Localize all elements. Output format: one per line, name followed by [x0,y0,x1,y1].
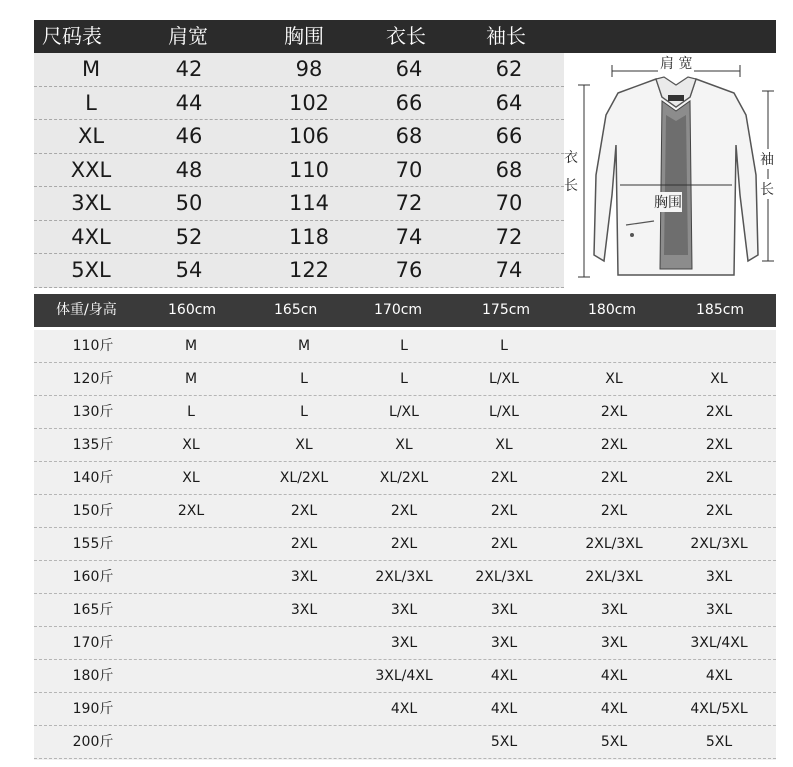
wh-header-180: 180cm [588,302,637,318]
weight-cell: 130斤 [72,404,114,420]
weight-height-row [34,627,776,660]
size-measure-cell: 122 [288,258,330,282]
weight-height-row [34,330,776,363]
size-table-row [34,53,564,87]
recommended-size-cell: 3XL [600,635,628,651]
recommended-size-cell: XL [605,371,623,387]
size-table-row [34,187,564,221]
size-label-cell: M [81,57,101,81]
recommended-size-cell: 2XL/3XL [585,536,643,552]
size-measure-cell: 64 [395,57,423,81]
weight-height-row [34,462,776,495]
weight-height-table-header [34,294,776,327]
recommended-size-cell: XL [295,437,313,453]
weight-cell: 110斤 [72,338,114,354]
weight-height-row [34,693,776,726]
recommended-size-cell: 2XL/3XL [475,569,533,585]
recommended-size-cell: 4XL [600,701,628,717]
size-measure-cell: 66 [395,90,423,115]
size-label-cell: XL [77,124,105,148]
recommended-size-cell: 5XL [490,734,518,750]
recommended-size-cell: 2XL [490,536,518,552]
recommended-size-cell: 3XL [390,602,418,618]
size-measure-cell: 50 [175,191,203,215]
size-table-row [34,221,564,255]
wh-header-175: 175cm [482,302,531,318]
recommended-size-cell: 2XL/3XL [690,536,748,552]
recommended-size-cell: 2XL [705,470,733,486]
size-measure-cell: 102 [288,90,330,115]
size-measure-cell: 54 [175,258,203,282]
recommended-size-cell: 4XL [600,668,628,684]
recommended-size-cell: 2XL [390,536,418,552]
weight-height-row [34,726,776,759]
weight-cell: 120斤 [72,371,114,387]
wh-header-185: 185cm [696,302,745,318]
recommended-size-cell: 2XL [600,470,628,486]
wh-header-170: 170cm [374,302,423,318]
recommended-size-cell: 5XL [705,734,733,750]
size-header-size: 尺码表 [42,24,102,48]
diagram-shoulder-label: 肩 宽 [658,53,694,73]
recommended-size-cell: 2XL [600,404,628,420]
size-table-row [34,254,564,288]
size-measure-cell: 52 [175,224,203,249]
weight-cell: 135斤 [72,437,114,453]
recommended-size-cell: 3XL [705,602,733,618]
weight-cell: 160斤 [72,569,114,585]
size-measure-cell: 110 [288,157,330,182]
size-measure-cell: 74 [395,224,423,249]
weight-cell: 170斤 [72,635,114,651]
size-measure-cell: 118 [288,224,330,249]
size-measure-cell: 76 [395,258,423,282]
size-measure-cell: 66 [495,124,523,148]
jacket-measurement-diagram [564,55,782,287]
recommended-size-cell: M [297,338,311,354]
size-measure-cell: 114 [288,191,330,215]
weight-cell: 180斤 [72,668,114,684]
recommended-size-cell: XL [182,437,200,453]
size-measure-cell: 72 [495,224,523,249]
weight-height-row [34,429,776,462]
size-measure-cell: 72 [395,191,423,215]
recommended-size-cell: M [184,338,198,354]
recommended-size-cell: 2XL [177,503,205,519]
size-label-cell: XXL [70,157,112,182]
recommended-size-cell: L [500,338,508,354]
size-label-cell: 3XL [71,191,111,215]
recommended-size-cell: 4XL [705,668,733,684]
recommended-size-cell: 3XL/4XL [690,635,748,651]
diagram-sleeve-label-2: 长 [760,179,774,199]
recommended-size-cell: 2XL [490,470,518,486]
recommended-size-cell: XL [182,470,200,486]
size-label-cell: 4XL [71,224,111,249]
weight-height-row [34,528,776,561]
recommended-size-cell: 2XL/3XL [585,569,643,585]
weight-height-row [34,561,776,594]
weight-height-row [34,495,776,528]
recommended-size-cell: 2XL [705,404,733,420]
weight-cell: 200斤 [72,734,114,750]
recommended-size-cell: L/XL [489,404,519,420]
recommended-size-cell: 3XL [705,569,733,585]
size-measure-cell: 106 [288,124,330,148]
recommended-size-cell: XL/2XL [279,470,329,486]
weight-cell: 155斤 [72,536,114,552]
recommended-size-cell: 3XL/4XL [375,668,433,684]
recommended-size-cell: L [400,338,408,354]
recommended-size-cell: 5XL [600,734,628,750]
weight-cell: 190斤 [72,701,114,717]
recommended-size-cell: M [184,371,198,387]
recommended-size-cell: 4XL [490,701,518,717]
recommended-size-cell: L/XL [489,371,519,387]
size-table-body [34,53,564,288]
size-table-row [34,87,564,121]
recommended-size-cell: XL/2XL [379,470,429,486]
weight-height-row [34,660,776,693]
weight-cell: 165斤 [72,602,114,618]
diagram-length-label-2: 长 [564,175,578,195]
recommended-size-cell: 2XL/3XL [375,569,433,585]
recommended-size-cell: 3XL [600,602,628,618]
weight-height-row [34,396,776,429]
recommended-size-cell: 4XL [490,668,518,684]
recommended-size-cell: 4XL [390,701,418,717]
recommended-size-cell: 3XL [390,635,418,651]
recommended-size-cell: 2XL [390,503,418,519]
recommended-size-cell: 2XL [290,536,318,552]
size-label-cell: L [85,90,97,115]
recommended-size-cell: 2XL [705,503,733,519]
diagram-sleeve-label-1: 袖 [760,149,774,169]
weight-cell: 150斤 [72,503,114,519]
wh-header-weight-height: 体重/身高 [56,302,117,318]
diagram-chest-label: 胸围 [654,192,682,212]
recommended-size-cell: 2XL [600,437,628,453]
recommended-size-cell: XL [710,371,728,387]
recommended-size-cell: 3XL [290,602,318,618]
size-header-chest: 胸围 [284,24,324,48]
size-measure-cell: 48 [175,157,203,182]
size-table-row [34,154,564,188]
recommended-size-cell: 2XL [705,437,733,453]
recommended-size-cell: XL [395,437,413,453]
size-measure-cell: 62 [495,57,523,81]
size-label-cell: 5XL [71,258,111,282]
size-header-length: 衣长 [386,24,426,48]
recommended-size-cell: 3XL [490,602,518,618]
recommended-size-cell: 4XL/5XL [690,701,748,717]
recommended-size-cell: L [187,404,195,420]
recommended-size-cell: L [400,371,408,387]
size-table-header [34,20,776,53]
recommended-size-cell: L [300,371,308,387]
recommended-size-cell: 2XL [600,503,628,519]
recommended-size-cell: L/XL [389,404,419,420]
size-measure-cell: 74 [495,258,523,282]
size-measure-cell: 70 [395,157,423,182]
weight-height-row [34,594,776,627]
size-measure-cell: 68 [495,157,523,182]
weight-height-table-body [34,330,776,760]
size-measure-cell: 64 [495,90,523,115]
weight-height-row [34,363,776,396]
size-measure-cell: 46 [175,124,203,148]
weight-cell: 140斤 [72,470,114,486]
recommended-size-cell: 2XL [290,503,318,519]
wh-header-165: 165cn [274,302,318,318]
recommended-size-cell: 3XL [490,635,518,651]
recommended-size-cell: L [300,404,308,420]
size-table-row [34,120,564,154]
size-measure-cell: 70 [495,191,523,215]
size-measure-cell: 68 [395,124,423,148]
recommended-size-cell: 2XL [490,503,518,519]
jacket-illustration [570,55,782,287]
size-measure-cell: 98 [295,57,323,81]
size-measure-cell: 42 [175,57,203,81]
size-header-sleeve: 袖长 [486,24,526,48]
wh-header-160: 160cm [168,302,217,318]
size-header-shoulder: 肩宽 [168,24,208,48]
recommended-size-cell: XL [495,437,513,453]
size-measure-cell: 44 [175,90,203,115]
recommended-size-cell: 3XL [290,569,318,585]
diagram-length-label-1: 衣 [564,147,578,167]
